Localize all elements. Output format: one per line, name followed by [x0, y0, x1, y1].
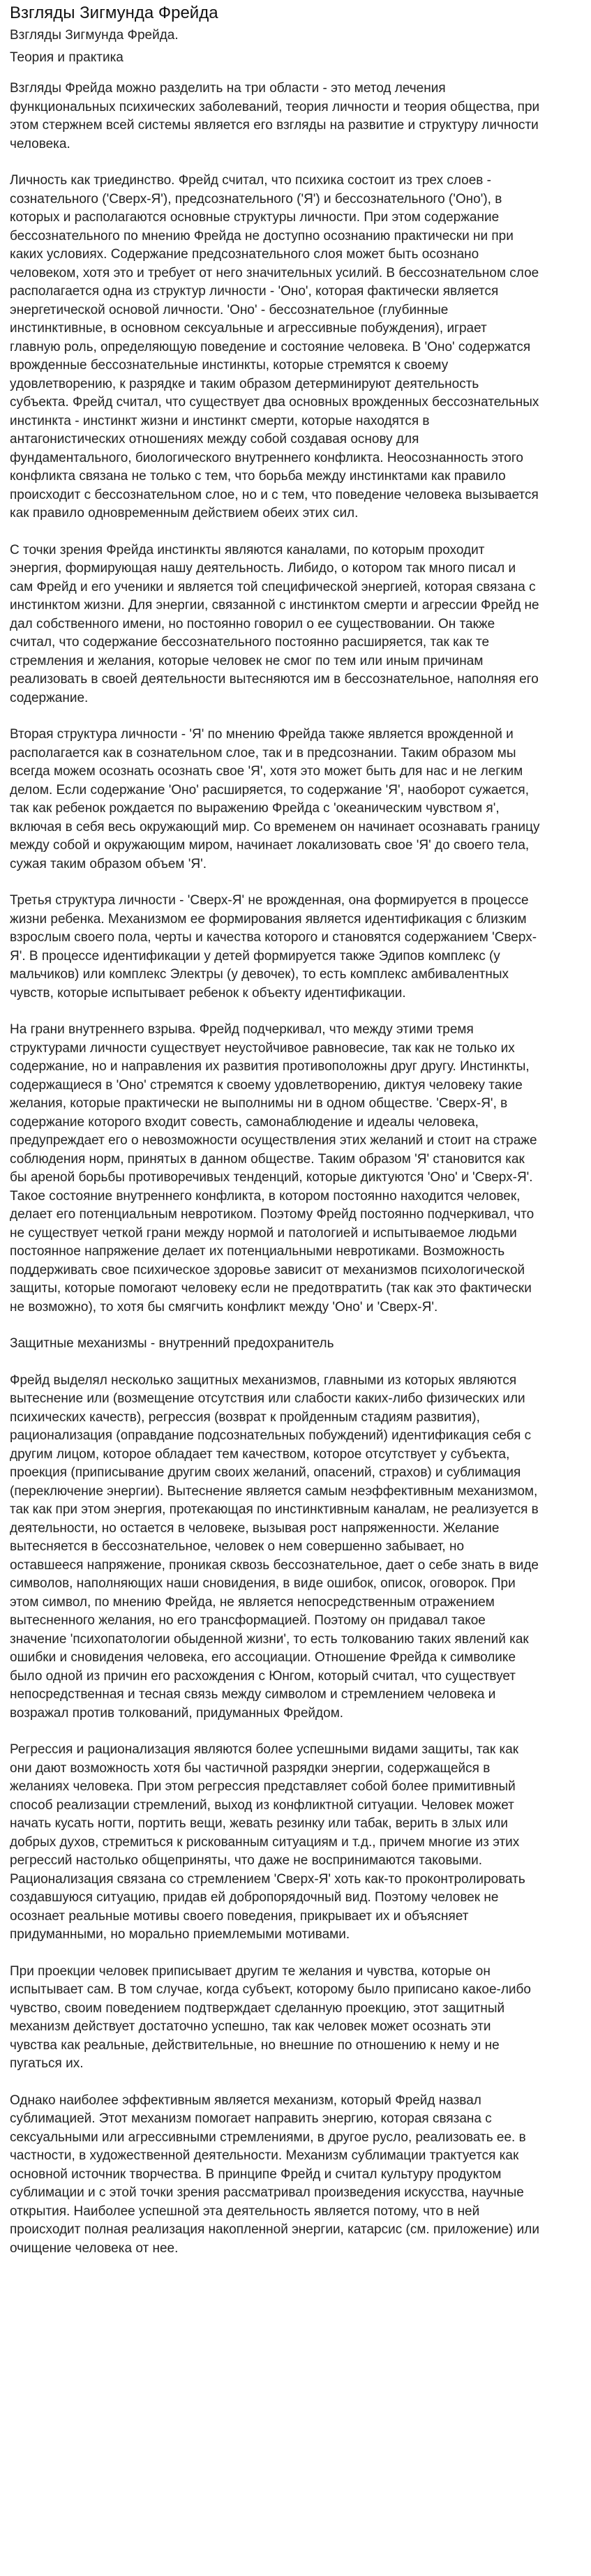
paragraph-triad: Личность как триединство. Фрейд считал, что психика состоит из трех слоев - сознательного ('Сверх-Я'), предсознательного ('Я') и бессознательного ('Оно'), в которых и располагаются основные структуры личности. При этом содержание бессознательного по мнению Фрейда не доступно осознанию практически ни при каких условиях. Содержание предсознательного слоя может быть осознано человеком, хотя это и требует от него значительных усилий. В бессознательном слое располагается одна из структур личности - 'Оно', которая фактически является энергетической основой личности. 'Оно' - бессознательное (глубинные инстинктивные, в основном сексуальные и агрессивные побуждения), играет главную роль, определяющую поведение и состояние человека. В 'Оно' содержатся врожденные бессознательные инстинкты, которые стремятся к своему удовлетворению, к разрядке и таким образом детерминируют деятельность субъекта. Фрейд считал, что существует два основных врожденных бессознательных инстинкта - инстинкт жизни и инстинкт смерти, которые находятся в антагонистических отношениях между собой создавая основу для фундаментального, биологического внутреннего конфликта. Неосознанность этого конфликта связана не только с тем, что борьба между инстинктами как правило происходит с бессознательном слое, но и с тем, что поведение человека вызывается как правило одновременным действием обеих этих сил.	[10, 173, 539, 521]
paragraph-regression: Регрессия и рационализация являются более успешными видами защиты, так как они дают возможность хотя бы частичной разрядки энергии, содержащейся в желаниях человека. При этом регрессия представляет собой более примитивный способ реализации стремлений, выход из конфликтной ситуации. Человек может начать кусать ногти, портить вещи, жевать резинку или табак, верить в злых или добрых духов, стремиться к рискованным ситуациям и т.д., причем многие из этих регрессий настолько общеприняты, что даже не воспринимаются таковыми. Рационализация связана со стремлением 'Сверх-Я' хоть как-то проконтролировать создавшуюся ситуацию, придав ей добропорядочный вид. Поэтому человек не осознает реальные мотивы своего поведения, прикрывает их и объясняет придуманными, но морально приемлемыми мотивами.	[10, 1742, 525, 1942]
paragraph-ego: Вторая структура личности - 'Я' по мнению Фрейда также является врожденной и располагается как в сознательном слое, так и в предсознании. Таким образом мы всегда можем осознать осознать свое 'Я', хотя это может быть для нас и не легким делом. Если содержание 'Оно' расширяется, то содержание 'Я', наоборот сужается, так как ребенок рождается по выражению Фрейда с 'океаническим чувством я', включая в себя весь окружающий мир. Со временем он начинает осознавать границу между собой и окружающим миром, начинает локализовать свое 'Я' до своего тела, сужая таким образом объем 'Я'.	[10, 727, 540, 871]
paragraph-internal-conflict: На грани внутреннего взрыва. Фрейд подчеркивал, что между этими тремя структурами личности существует неустойчивое равновесие, так как не только их содержание, но и направления их развития противоположны друг другу. Инстинкты, содержащиеся в 'Оно' стремятся к своему удовлетворению, диктуя человеку такие желания, которые практически не выполнимы ни в одном обществе. 'Сверх-Я', в содержание которого входит совесть, самонаблюдение и идеалы человека, предупреждает его о невозможности осуществления этих желаний и стоит на страже соблюдения норм, принятых в данном обществе. Таким образом 'Я' становится как бы ареной борьбы противоречивых тенденций, которые диктуются 'Оно' и 'Сверх-Я'. Такое состояние внутреннего конфликта, в котором постоянно находится человек, делает его потенциальным невротиком. Поэтому Фрейд постоянно подчеркивал, что не существует четкой грани между нормой и патологией и испытываемое людьми постоянное напряжение делает их потенциальными невротиками. Возможность поддерживать свое психическое здоровье зависит от механизмов психологической защиты, которые помогают человеку если не предотвратить (так как это фактически не возможно), то хотя бы смягчить конфликт между 'Оно' и 'Сверх-Я'.	[10, 1022, 537, 1315]
paragraph-repression: Фрейд выделял несколько защитных механизмов, главными из которых являются вытеснение или (возмещение отсутствия или слабости каких-либо физических или психических качеств), регрессия (возврат к пройденным стадиям развития), рационализация (оправдание подсознательных побуждений) идентификация себя с другим лицом, которое обладает тем качеством, которое отсутствует у субъекта, проекция (приписывание другим своих желаний, опасений, страхов) и сублимация (переключение энергии). Вытеснение является самым неэффективным механизмом, так как при этом энергия, протекающая по инстинктивным каналам, не реализуется в деятельности, но остается в человеке, вызывая рост напряженности. Желание вытесняется в бессознательное, человек о нем совершенно забывает, но оставшееся напряжение, проникая сквозь бессознательное, дает о себе знать в виде символов, наполняющих наши сновидения, в виде ошибок, описок, оговорок. При этом символ, по мнению Фрейда, не является непосредственным отражением вытесненного желания, но его трансформацией. Поэтому он придавал такое значение 'психопатологии обыденной жизни', то есть толкованию таких явлений как ошибки и сновидения человека, его ассоциации. Отношение Фрейда к символике было одной из причин его расхождения с Юнгом, который считал, что существует непосредственная и тесная связь между символом и стремлением человека и возражал против толкований, придуманных Фрейдом.	[10, 1372, 539, 1721]
paragraph-instincts: С точки зрения Фрейда инстинкты являются каналами, по которым проходит энергия, формирующая нашу деятельность. Либидо, о котором так много писал и сам Фрейд и его ученики и является той специфической энергией, которая связана с инстинктом жизни. Для энергии, связанной с инстинктом смерти и агрессии Фрейд не дал собственного имени, но постоянно говорил о ее существовании. Он также считал, что содержание бессознательного постоянно расширяется, так как те стремления и желания, которые человек не смог по тем или иным причинам реализовать в своей деятельности вытесняются им в бессознательное, наполняя его содержание.	[10, 542, 539, 705]
paragraph-intro: Взгляды Фрейда можно разделить на три области - это метод лечения функциональных психических заболеваний, теория личности и теория общества, при этом стержнем всей системы является его взгляды на развитие и структуру личности человека.	[10, 81, 540, 151]
paragraph-projection: При проекции человек приписывает другим те желания и чувства, которые он испытывает сам. В том случае, когда субъект, которому было приписано какое-либо чувство, своим поведением подтверждает сделанную проекцию, этот защитный механизм действует достаточно успешно, так как человек может осознать эти чувства как реальные, действительные, но внешние по отношению к нему и не пугаться их.	[10, 1963, 531, 2071]
paragraph-superego: Третья структура личности - 'Сверх-Я' не врожденная, она формируется в процессе жизни ребенка. Механизмом ее формирования является идентификация с близким взрослым своего пола, черты и качества которого и становятся содержанием 'Сверх-Я'. В процессе идентификации у детей формируется также Эдипов комплекс (у мальчиков) или комплекс Электры (у девочек), то есть комплекс амбивалентных чувств, которые испытывает ребенок к объекту идентификации.	[10, 893, 537, 1001]
section-label: Теория и практика	[10, 50, 124, 65]
page-title: Взгляды Зигмунда Фрейда	[10, 3, 218, 22]
document-subtitle: Взгляды Зигмунда Фрейда.	[10, 28, 179, 43]
paragraph-sublimation: Однако наиболее эффективным является механизм, который Фрейд назвал сублимацией. Этот механизм помогает направить энергию, которая связана с сексуальными или агрессивными стремлениями, в другое русло, реализовать ее. в частности, в художественной деятельности. Механизм сублимации трактуется как основной источник творчества. В принципе Фрейд и считал культуру продуктом сублимации и с этой точки зрения рассматривал произведения искусства, научные открытия. Наиболее успешной эта деятельность является потому, что в ней происходит полная реализация накопленной энергии, катарсис (см. приложение) или очищение человека от нее.	[10, 2092, 539, 2256]
document-body	[10, 80, 540, 2258]
section-heading-defense: Защитные механизмы - внутренний предохранитель	[10, 1336, 334, 1351]
